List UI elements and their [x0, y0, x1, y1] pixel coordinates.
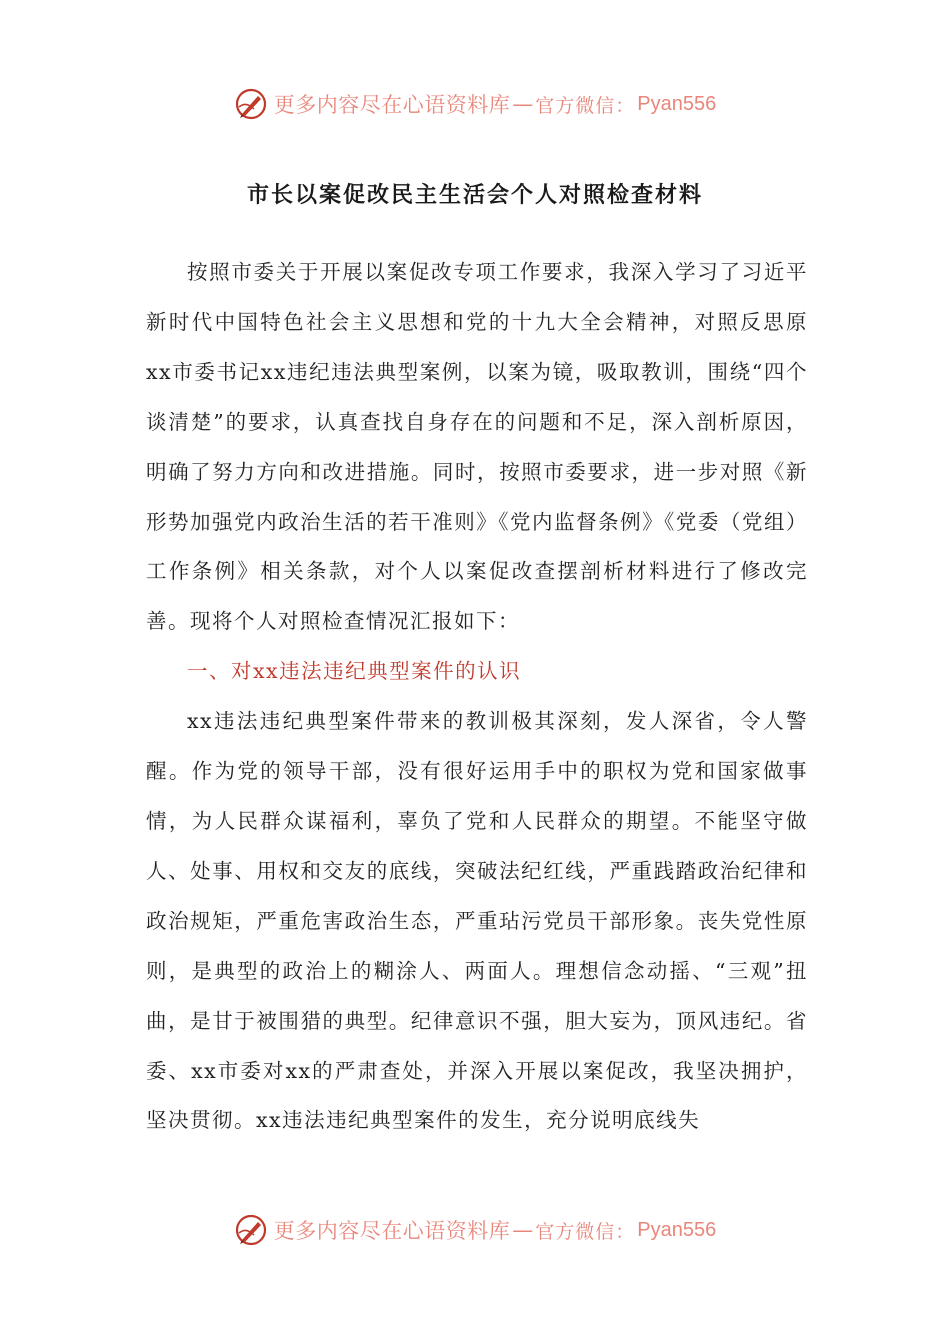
watermark-wechat-label: 官方微信：	[535, 1220, 636, 1243]
watermark-banner-bottom	[0, 1210, 950, 1250]
pen-logo-icon	[234, 1213, 268, 1247]
watermark-separator: —	[512, 1218, 534, 1242]
watermark-text: 更多内容尽在心语资料库	[273, 1219, 511, 1243]
watermark-text: 更多内容尽在心语资料库	[273, 93, 511, 117]
watermark-separator: —	[512, 92, 534, 116]
watermark-banner-top	[0, 84, 950, 124]
document-title: 市长以案促改民主生活会个人对照检查材料	[246, 183, 703, 208]
watermark-wechat-id: Pyan556	[637, 1218, 717, 1241]
watermark-wechat-id: Pyan556	[637, 92, 717, 115]
section-heading-1: 一、对xx违法违纪典型案件的认识	[187, 659, 522, 684]
document-body	[146, 248, 808, 1146]
watermark-wechat-label: 官方微信：	[535, 94, 636, 117]
section-1-paragraph: xx违法违纪典型案件带来的教训极其深刻，发人深省，令人警醒。作为党的领导干部，没有很好运用手中的职权为党和国家做事情，为人民群众谋福利，辜负了党和人民群众的期望。不能坚守做人、处事、用权和交友的底线，突破法纪红线，严重践踏政治纪律和政治规矩，严重危害政治生态，严重玷污党员干部形象。丧失党性原则，是典型的政治上的糊涂人、两面人。理想信念动摇、“三观”扭曲，是甘于被围猎的典型。纪律意识不强，胆大妄为，顶风违纪。省委、xx市委对xx的严肃查处，并深入开展以案促改，我坚决拥护，坚决贯彻。xx违法违纪典型案件的发生，充分说明底线失	[146, 709, 808, 1133]
intro-paragraph: 按照市委关于开展以案促改专项工作要求，我深入学习了习近平新时代中国特色社会主义思想和党的十九大全会精神，对照反思原xx市委书记xx违纪违法典型案例，以案为镜，吸取教训，围绕“四个谈清楚”的要求，认真查找自身存在的问题和不足，深入剖析原因，明确了努力方向和改进措施。同时，按照市委要求，进一步对照《新形势加强党内政治生活的若干准则》《党内监督条例》《党委（党组）工作条例》相关条款，对个人以案促改查摆剖析材料进行了修改完善。现将个人对照检查情况汇报如下：	[146, 260, 808, 634]
pen-logo-icon	[234, 87, 268, 121]
